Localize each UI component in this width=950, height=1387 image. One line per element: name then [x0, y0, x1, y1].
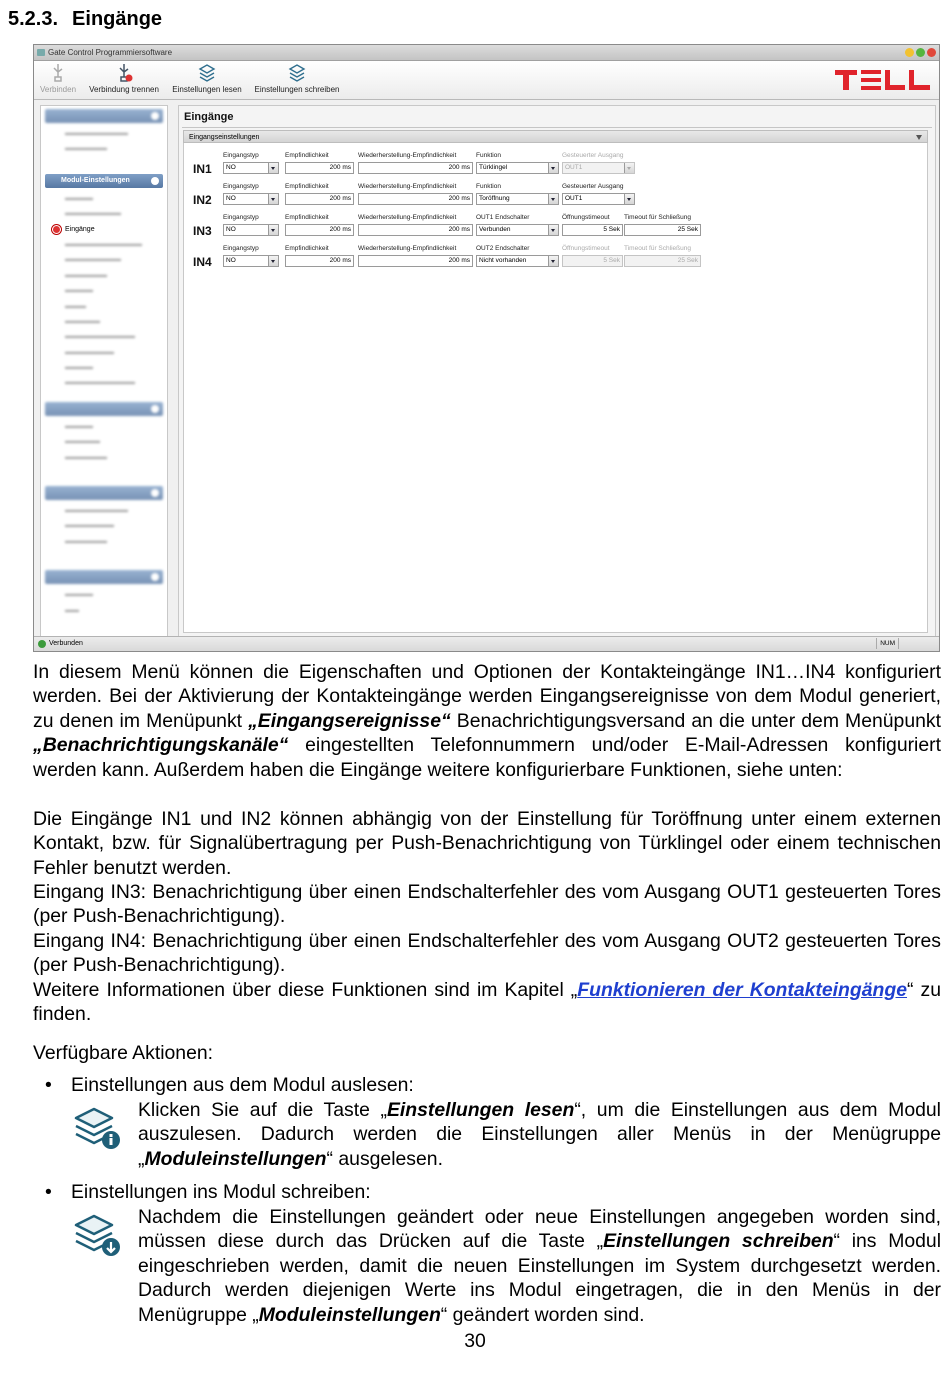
input-row-in2: [184, 182, 929, 213]
sidebar-group-header[interactable]: [45, 402, 163, 416]
restore-sensitivity-label: Wiederherstellung-Empfindlichkeit: [358, 183, 457, 190]
dropdown-arrow-icon: [548, 163, 558, 173]
controlled-output-label: Gesteuerter Ausgang: [562, 152, 624, 159]
sidebar-item[interactable]: ▬▬▬▬▬▬▬▬▬▬▬: [65, 240, 142, 248]
dropdown-arrow-icon: [624, 194, 634, 204]
input-type-select[interactable]: NO: [223, 224, 279, 236]
sidebar-group-module-settings-label: Modul-Einstellungen: [61, 176, 130, 184]
restore-sensitivity-field[interactable]: 200 ms: [358, 255, 473, 267]
closing-timeout-field[interactable]: 25 Sek: [624, 224, 701, 236]
dropdown-arrow-icon: [268, 225, 278, 235]
dropdown-arrow-icon: [548, 256, 558, 266]
sidebar-item[interactable]: ▬▬▬▬▬▬▬▬: [65, 210, 121, 218]
chevron-up-icon: [151, 177, 159, 185]
connect-button[interactable]: [38, 63, 78, 94]
function-label: Funktion: [476, 152, 501, 159]
window-title: Gate Control Programmiersoftware: [48, 48, 173, 57]
in1-in2-paragraph: Die Eingänge IN1 und IN2 können abhängig von der Einstellung für Toröffnung unter einem externen Kontakt, bzw. für Signalübertragung per Push-Benachrichtigung von Türklingel oder einem technischen Fehler benutzt werden.: [33, 808, 941, 879]
sidebar-item[interactable]: ▬▬▬▬▬▬▬▬▬▬: [65, 379, 135, 387]
content-panel: [178, 105, 936, 638]
sidebar-item[interactable]: ▬▬▬▬▬▬: [65, 453, 107, 461]
dropdown-arrow-icon: [268, 256, 278, 266]
controlled-output-label: Gesteuerter Ausgang: [562, 183, 624, 190]
input-row-in4: [184, 244, 929, 275]
available-actions-title: Verfügbare Aktionen:: [33, 1042, 214, 1064]
sidebar-item[interactable]: ▬▬▬▬▬▬: [65, 145, 107, 153]
restore-sensitivity-field[interactable]: 200 ms: [358, 162, 473, 174]
connect-label: Verbinden: [39, 85, 77, 94]
sidebar-item[interactable]: ▬▬▬▬▬: [65, 438, 100, 446]
close-icon[interactable]: [927, 48, 936, 57]
sidebar-group-module-settings[interactable]: [45, 174, 163, 188]
toolbar: [34, 61, 939, 100]
limit-switch-label: OUT2 Endschalter: [476, 245, 530, 252]
sidebar-item[interactable]: ▬▬▬: [65, 302, 86, 310]
write-settings-icon: [72, 1211, 124, 1259]
in4-paragraph: Eingang IN4: Benachrichtigung über einen Endschalterfehler des vom Ausgang OUT2 gesteuerten Tores (per Push-Benachrichtigung).: [33, 930, 941, 977]
input-settings-group-title: Eingangseinstellungen: [189, 134, 260, 141]
read-settings-ref: Einstellungen lesen: [386, 1099, 575, 1121]
dropdown-arrow-icon: [548, 225, 558, 235]
connected-status-icon: [38, 640, 46, 648]
controlled-output-select[interactable]: OUT1: [562, 162, 635, 174]
input-row-in1: [184, 151, 929, 182]
sidebar-item[interactable]: ▬▬▬▬: [65, 591, 93, 599]
sidebar-item[interactable]: ▬▬▬▬▬: [65, 317, 100, 325]
action-read-title: Einstellungen aus dem Modul auslesen:: [71, 1074, 414, 1096]
opening-timeout-label: Öffnungstimeout: [562, 214, 610, 221]
collapse-arrow-icon: [916, 135, 922, 140]
write-settings-ref: Einstellungen schreiben: [603, 1230, 834, 1253]
sidebar-item[interactable]: ▬▬▬▬▬▬▬▬▬▬: [65, 333, 135, 341]
sensitivity-label: Empfindlichkeit: [285, 152, 329, 159]
tell-logo: [835, 68, 931, 92]
limit-switch-select[interactable]: Verbunden: [476, 224, 559, 236]
sidebar-item[interactable]: ▬▬▬▬▬▬▬: [65, 348, 114, 356]
input-type-label: Eingangstyp: [223, 152, 259, 159]
in3-paragraph: Eingang IN3: Benachrichtigung über einen Endschalterfehler des vom Ausgang OUT1 gesteuerten Tores (per Push-Benachrichtigung).: [33, 881, 941, 928]
function-label: Funktion: [476, 183, 501, 190]
controlled-output-select[interactable]: OUT1: [562, 193, 635, 205]
sidebar-item[interactable]: ▬▬▬▬: [65, 364, 93, 372]
dropdown-arrow-icon: [268, 163, 278, 173]
restore-sensitivity-label: Wiederherstellung-Empfindlichkeit: [358, 214, 457, 221]
limit-switch-select[interactable]: Nicht vorhanden: [476, 255, 559, 267]
usb-disconnect-icon: [115, 63, 133, 83]
input-id: IN2: [193, 193, 212, 207]
write-settings-label: Einstellungen schreiben: [254, 85, 340, 94]
module-settings-ref: Moduleinstellungen: [144, 1147, 327, 1170]
restore-sensitivity-field[interactable]: 200 ms: [358, 224, 473, 236]
notification-channels-menu-ref: „Benachrichtigungskanäle“: [33, 734, 289, 757]
section-title: Eingänge: [72, 8, 163, 30]
sidebar-item[interactable]: ▬▬▬▬: [65, 194, 93, 202]
closing-timeout-label: Timeout für Schließung: [624, 214, 691, 221]
sidebar-group-header[interactable]: [45, 486, 163, 500]
input-type-label: Eingangstyp: [223, 183, 259, 190]
sidebar-item[interactable]: ▬▬: [65, 606, 79, 614]
action-write-title: Einstellungen ins Modul schreiben:: [71, 1181, 371, 1203]
window-controls: [905, 48, 936, 57]
input-settings-group-header[interactable]: [183, 130, 928, 143]
read-settings-label: Einstellungen lesen: [172, 85, 242, 94]
read-settings-icon: [72, 1104, 124, 1152]
input-type-select[interactable]: NO: [223, 162, 279, 174]
sensitivity-field[interactable]: 200 ms: [285, 162, 354, 174]
sidebar: [40, 105, 168, 638]
usb-plug-icon: [49, 63, 67, 83]
disconnect-label: Verbindung trennen: [89, 85, 159, 94]
input-id: IN3: [193, 224, 212, 238]
section-heading: [8, 8, 176, 31]
bullet-icon: •: [45, 1074, 52, 1096]
app-window: [33, 44, 940, 652]
dropdown-arrow-icon: [624, 163, 634, 173]
sensitivity-field[interactable]: 200 ms: [285, 193, 354, 205]
closing-timeout-label: Timeout für Schließung: [624, 245, 691, 252]
sidebar-item-inputs[interactable]: [41, 222, 167, 237]
page-number: 30: [464, 1330, 486, 1352]
opening-timeout-field[interactable]: 5 Sek: [562, 255, 623, 267]
dropdown-arrow-icon: [548, 194, 558, 204]
action-write-description: Nachdem die Einstellungen geändert oder neue Einstellungen angegeben worden sind, müssen diese durch das Drücken auf die Taste „Einstellungen schreiben“ ins Modul eingeschrieben werden, damit die neuen Einstellungen im System durchgesetzt werden. Dadurch werden diejenigen Werte ins Modul eingetragen, die in den Menüs in der Menügruppe „Moduleinstellungen“ geändert worden sind.: [138, 1206, 942, 1326]
sidebar-item[interactable]: ▬▬▬▬▬▬: [65, 271, 107, 279]
app-icon: [37, 49, 45, 56]
sidebar-item[interactable]: ▬▬▬▬▬▬▬: [65, 522, 114, 530]
input-id: IN1: [193, 162, 212, 176]
sidebar-item[interactable]: ▬▬▬▬▬▬: [65, 537, 107, 545]
selected-radio-icon: [53, 226, 60, 233]
read-settings-button[interactable]: [170, 63, 244, 94]
sensitivity-label: Empfindlichkeit: [285, 183, 329, 190]
minimize-icon[interactable]: [905, 48, 914, 57]
opening-timeout-label: Öffnungstimeout: [562, 245, 610, 252]
disconnect-button[interactable]: [86, 63, 162, 94]
connection-status-text: Verbunden: [49, 640, 83, 647]
sidebar-item[interactable]: ▬▬▬▬: [65, 287, 93, 295]
limit-switch-label: OUT1 Endschalter: [476, 214, 530, 221]
input-settings-panel: [183, 143, 928, 633]
input-type-label: Eingangstyp: [223, 214, 259, 221]
opening-timeout-field[interactable]: 5 Sek: [562, 224, 623, 236]
num-lock-indicator: NUM: [876, 638, 899, 649]
read-settings-icon: [198, 63, 216, 83]
input-type-label: Eingangstyp: [223, 245, 259, 252]
sensitivity-label: Empfindlichkeit: [285, 214, 329, 221]
intro-paragraph: In diesem Menü können die Eigenschaften und Optionen der Kontakteingänge IN1…IN4 konfiguriert werden. Bei der Aktivierung der Kontakteingänge werden Eingangsereignisse von dem Modul generiert, zu denen im Menüpunkt „Eingangsereignisse“ Benachrichtigungsversand an die unter dem Menüpunkt „Benachrichtigungskanäle“ eingestellten Telefonnummern und/oder E-Mail-Adressen konfiguriert werden kann. Außerdem haben die Eingänge weitere konfigurierbare Funktionen, siehe unten:: [33, 661, 941, 781]
function-select[interactable]: Türklingel: [476, 162, 559, 174]
status-bar: [34, 636, 939, 651]
section-number: 5.2.3.: [8, 8, 59, 30]
sidebar-item[interactable]: ▬▬▬▬: [65, 422, 93, 430]
dropdown-arrow-icon: [268, 194, 278, 204]
maximize-icon[interactable]: [916, 48, 925, 57]
closing-timeout-field[interactable]: 25 Sek: [624, 255, 701, 267]
input-events-menu-ref: „Eingangsereignisse“: [248, 709, 451, 732]
title-bar: [34, 45, 939, 61]
restore-sensitivity-field[interactable]: 200 ms: [358, 193, 473, 205]
action-read-description: Klicken Sie auf die Taste „Einstellungen lesen“, um die Einstellungen aus dem Modul auszulesen. Dadurch werden die Einstellungen aller Menüs in der Menügruppe „Moduleinstellungen“ ausgelesen.: [138, 1099, 941, 1170]
chapter-link[interactable]: Funktionieren der Kontakteingänge: [577, 979, 908, 1001]
input-type-select[interactable]: NO: [223, 255, 279, 267]
write-settings-button[interactable]: [252, 63, 342, 94]
content-title: Eingänge: [184, 111, 234, 123]
sidebar-group-header[interactable]: [45, 570, 163, 584]
input-row-in3: [184, 213, 929, 244]
function-select[interactable]: Toröffnung: [476, 193, 559, 205]
sensitivity-field[interactable]: 200 ms: [285, 224, 354, 236]
input-id: IN4: [193, 255, 212, 269]
more-info-paragraph: Weitere Informationen über diese Funktionen sind im Kapitel „Funktionieren der Kontakteingänge“ zu finden.: [33, 979, 941, 1026]
input-type-select[interactable]: NO: [223, 193, 279, 205]
sidebar-item[interactable]: ▬▬▬▬▬▬▬▬: [65, 256, 121, 264]
sidebar-item-inputs-label: Eingänge: [65, 225, 95, 233]
bullet-icon: •: [45, 1181, 52, 1203]
write-settings-icon: [288, 63, 306, 83]
sidebar-item[interactable]: ▬▬▬▬▬▬▬▬▬: [65, 507, 128, 515]
restore-sensitivity-label: Wiederherstellung-Empfindlichkeit: [358, 152, 457, 159]
restore-sensitivity-label: Wiederherstellung-Empfindlichkeit: [358, 245, 457, 252]
sidebar-group-header[interactable]: [45, 109, 163, 123]
sidebar-item[interactable]: ▬▬▬▬▬▬▬▬▬: [65, 130, 128, 137]
sensitivity-label: Empfindlichkeit: [285, 245, 329, 252]
sensitivity-field[interactable]: 200 ms: [285, 255, 354, 267]
module-settings-ref: Moduleinstellungen: [258, 1303, 441, 1326]
